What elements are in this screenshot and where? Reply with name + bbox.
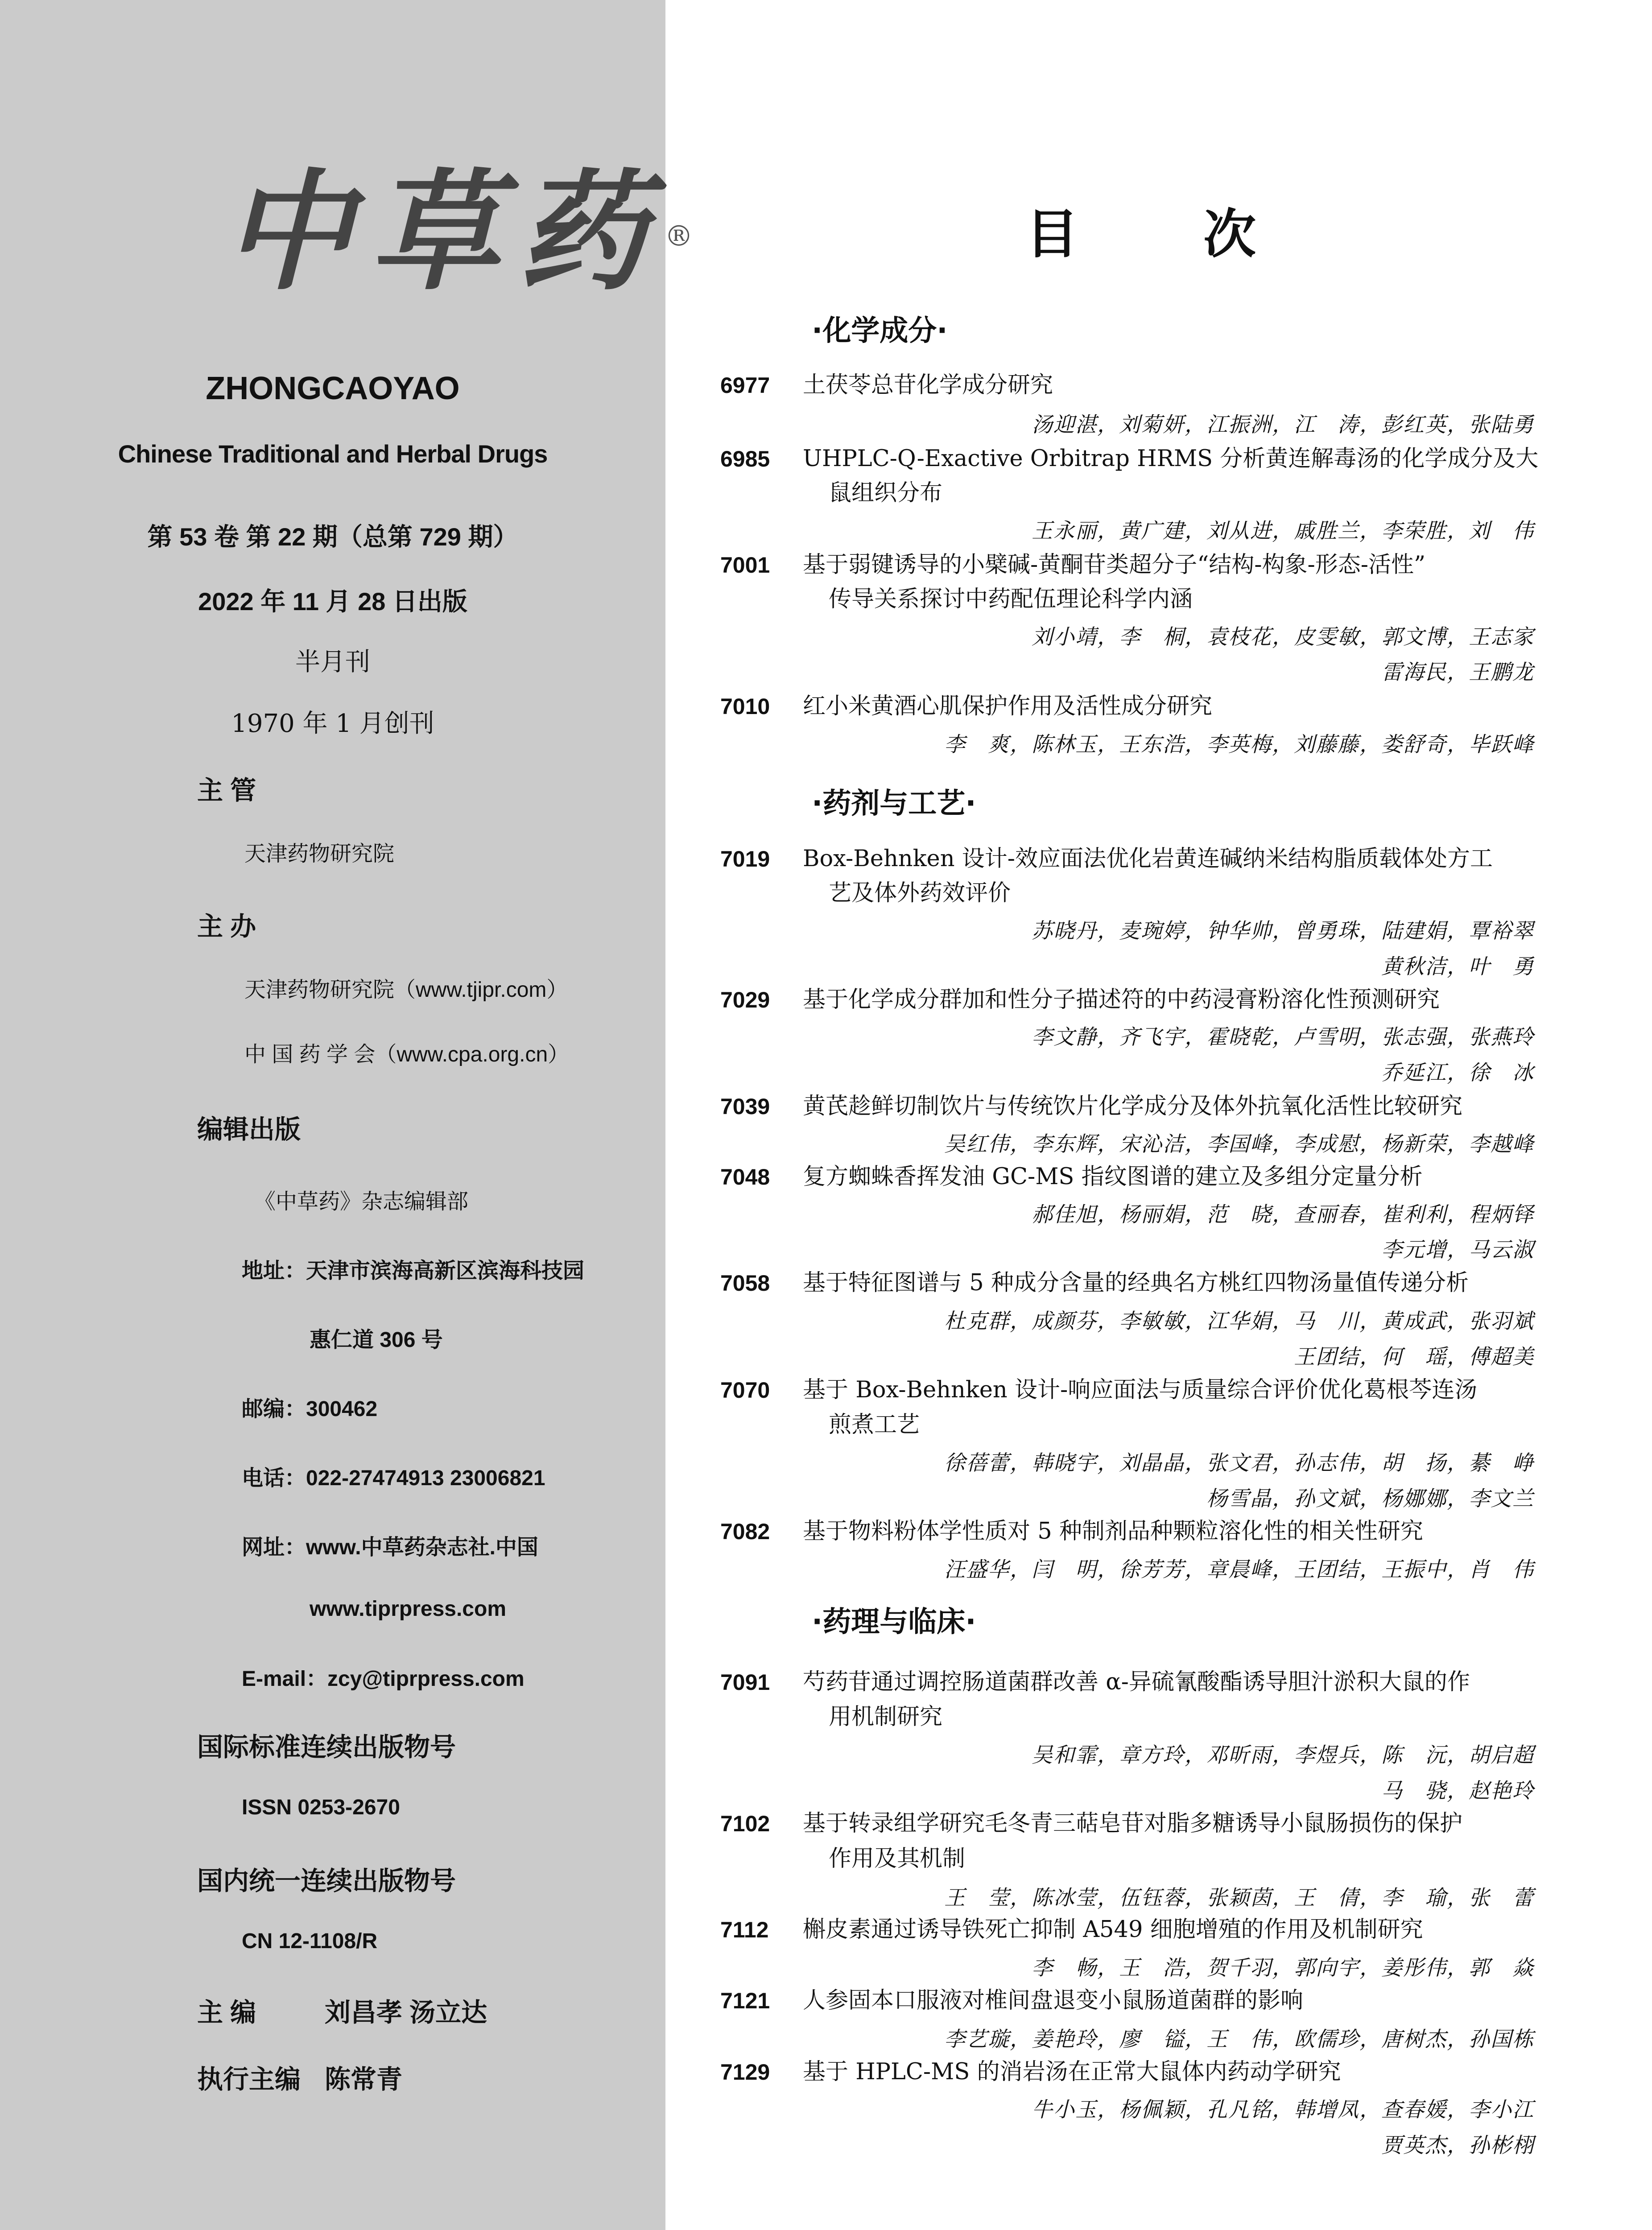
journal-latin-title: ZHONGCAOYAO (206, 371, 460, 406)
entry-page-number: 7112 (720, 1917, 769, 1942)
sponsor-label: 主 办 (197, 912, 256, 941)
entry-authors: 李文静，齐飞宇，霍晓乾，卢雪明，张志强，张燕玲 (1032, 1025, 1534, 1049)
website-1: 网址：www.中草药杂志社.中国 (242, 1536, 538, 1559)
entry-page-number: 6985 (720, 446, 770, 471)
entry-title[interactable]: 基于物料粉体学性质对 5 种制剂品种颗粒溶化性的相关性研究 (803, 1518, 1423, 1544)
entry-authors: 杨雪晶，孙文斌，杨娜娜，李文兰 (1206, 1487, 1534, 1511)
logo-text: 中草药 (223, 156, 665, 308)
entry-title-cont[interactable]: 用机制研究 (829, 1704, 943, 1730)
entry-title[interactable]: UHPLC-Q-Exactive Orbitrap HRMS 分析黄连解毒汤的化学成分及大 (803, 446, 1539, 472)
address-line2: 惠仁道 306 号 (310, 1328, 443, 1352)
exec-editor-value: 陈常青 (325, 2065, 403, 2094)
website-2: www.tiprpress.com (310, 1597, 506, 1621)
entry-title-cont[interactable]: 作用及其机制 (829, 1846, 966, 1872)
entry-authors: 李 爽，陈林玉，王东浩，李英梅，刘藤藤，娄舒奇，毕跃峰 (944, 732, 1534, 757)
section-pharmacology: ·药理与临床· (812, 1606, 976, 1639)
entry-page-number: 7129 (720, 2060, 770, 2085)
entry-title-cont[interactable]: 传导关系探讨中药配伍理论科学内涵 (829, 586, 1193, 612)
entry-title[interactable]: 基于 Box-Behnken 设计-响应面法与质量综合评价优化葛根芩连汤 (803, 1377, 1478, 1403)
section-chemistry: ·化学成分· (812, 314, 948, 347)
phone: 电话：022-27474913 23006821 (242, 1466, 545, 1490)
entry-authors: 王 莹，陈冰莹，伍钰蓉，张颖茵，王 倩，李 瑜，张 蕾 (944, 1886, 1534, 1910)
publish-date: 2022 年 11 月 28 日出版 (198, 587, 467, 615)
volume-issue: 第 53 卷 第 22 期（总第 729 期） (147, 523, 518, 551)
entry-title[interactable]: 复方蜘蛛香挥发油 GC-MS 指纹图谱的建立及多组分定量分析 (803, 1164, 1423, 1190)
chief-editor-label: 主 编 (197, 1998, 256, 2027)
toc-title-char-1: 目 (1026, 203, 1079, 265)
entry-authors: 黄秋洁，叶 勇 (1381, 954, 1534, 979)
toc-title-char-2: 次 (1203, 203, 1256, 265)
postcode: 邮编：300462 (242, 1397, 378, 1421)
entry-authors: 王团结，何 瑶，傅超美 (1294, 1345, 1534, 1369)
frequency: 半月刊 (295, 648, 370, 677)
sponsor-2: 中 国 药 学 会（www.cpa.org.cn） (244, 1043, 570, 1066)
entry-authors: 马 骁，赵艳玲 (1381, 1779, 1534, 1803)
entry-authors: 徐蓓蕾，韩晓宇，刘晶晶，张文君，孙志伟，胡 扬，綦 峥 (944, 1451, 1534, 1475)
entry-title[interactable]: 芍药苷通过调控肠道菌群改善 α-异硫氰酸酯诱导胆汁淤积大鼠的作 (803, 1669, 1470, 1695)
entry-authors: 吴和霏，章方玲，邓昕雨，李煜兵，陈 沅，胡启超 (1032, 1743, 1534, 1767)
entry-title[interactable]: 土茯苓总苷化学成分研究 (803, 372, 1053, 398)
entry-page-number: 7048 (720, 1165, 770, 1189)
journal-english-title: Chinese Traditional and Herbal Drugs (118, 440, 548, 468)
issn-value: ISSN 0253-2670 (242, 1796, 400, 1819)
entry-page-number: 7010 (720, 694, 770, 719)
email: E-mail：zcy@tiprpress.com (242, 1667, 525, 1691)
cn-label: 国内统一连续出版物号 (197, 1867, 456, 1896)
entry-page-number: 7070 (720, 1378, 770, 1403)
entry-page-number: 7082 (720, 1519, 770, 1544)
entry-title-cont[interactable]: 艺及体外药效评价 (829, 880, 1011, 906)
entry-authors: 乔延江，徐 冰 (1381, 1061, 1534, 1085)
entry-title[interactable]: 基于化学成分群加和性分子描述符的中药浸膏粉溶化性预测研究 (803, 987, 1440, 1013)
supervisor-value: 天津药物研究院 (244, 842, 395, 866)
entry-title[interactable]: 槲皮素通过诱导铁死亡抑制 A549 细胞增殖的作用及机制研究 (803, 1916, 1423, 1943)
entry-title[interactable]: 基于 HPLC-MS 的消岩汤在正常大鼠体内药动学研究 (803, 2059, 1341, 2085)
entry-authors: 汪盛华，闫 明，徐芳芳，章晨峰，王团结，王振中，肖 伟 (944, 1557, 1534, 1582)
entry-authors: 刘小靖，李 桐，袁枝花，皮雯敏，郭文博，王志家 (1032, 625, 1534, 649)
entry-title[interactable]: 基于转录组学研究毛冬青三萜皂苷对脂多糖诱导小鼠肠损伤的保护 (803, 1810, 1463, 1837)
toc-title (1026, 192, 1256, 268)
entry-title[interactable]: 黄芪趁鲜切制饮片与传统饮片化学成分及体外抗氧化活性比较研究 (803, 1093, 1463, 1119)
entry-authors: 雷海民，王鹏龙 (1381, 660, 1534, 685)
entry-authors: 王永丽，黄广建，刘从进，戚胜兰，李荣胜，刘 伟 (1032, 519, 1534, 543)
sponsor-1: 天津药物研究院（www.tjipr.com） (244, 978, 568, 1002)
entry-page-number: 7121 (720, 1988, 770, 2013)
address-line1: 地址：天津市滨海高新区滨海科技园 (242, 1259, 585, 1283)
entry-page-number: 7039 (720, 1094, 770, 1119)
entry-authors: 杜克群，成颜芬，李敏敏，江华娟，马 川，黄成武，张羽斌 (944, 1309, 1534, 1334)
founded-date: 1970 年 1 月创刊 (231, 709, 434, 738)
entry-authors: 李 畅，王 浩，贺千羽，郭向宇，姜彤伟，郭 焱 (1032, 1956, 1534, 1980)
entry-page-number: 7058 (720, 1271, 770, 1296)
supervisor-label: 主 管 (197, 776, 256, 805)
entry-authors: 吴红伟，李东辉，宋沁洁，李国峰，李成慰，杨新荣，李越峰 (944, 1132, 1534, 1156)
entry-page-number: 7029 (720, 987, 770, 1012)
entry-page-number: 7102 (720, 1811, 770, 1836)
section-pharmaceutics: ·药剂与工艺· (812, 787, 976, 820)
chief-editor-value: 刘昌孝 汤立达 (325, 1998, 487, 2027)
issn-label: 国际标准连续出版物号 (197, 1733, 456, 1762)
entry-title[interactable]: 基于弱键诱导的小檗碱-黄酮苷类超分子“结构-构象-形态-活性” (803, 552, 1426, 578)
entry-page-number: 7001 (720, 553, 770, 578)
registered-mark: ® (665, 220, 693, 253)
editor-label: 编辑出版 (197, 1115, 301, 1144)
entry-authors: 李元增，马云淑 (1381, 1238, 1534, 1262)
entry-title-cont[interactable]: 煎煮工艺 (829, 1412, 920, 1438)
entry-authors: 李艺璇，姜艳玲，廖 镒，王 伟，欧儒珍，唐树杰，孙国栋 (944, 2027, 1534, 2052)
entry-authors: 汤迎湛，刘菊妍，江振洲，江 涛，彭红英，张陆勇 (1032, 413, 1534, 437)
entry-authors: 郝佳旭，杨丽娟，范 晓，查丽春，崔利利，程炳铎 (1032, 1202, 1534, 1227)
sidebar (0, 0, 693, 2230)
cn-value: CN 12-1108/R (242, 1929, 378, 1953)
entry-title[interactable]: 人参固本口服液对椎间盘退变小鼠肠道菌群的影响 (803, 1987, 1304, 2014)
exec-editor-label: 执行主编 (197, 2065, 301, 2094)
entry-title[interactable]: 基于特征图谱与 5 种成分含量的经典名方桃红四物汤量值传递分析 (803, 1270, 1469, 1296)
entry-authors: 牛小玉，杨佩颖，孔凡铭，韩增凤，查春媛，李小江 (1032, 2098, 1534, 2122)
entry-authors: 贾英杰，孙彬栩 (1381, 2133, 1534, 2158)
entry-page-number: 7091 (720, 1670, 770, 1695)
journal-logo (223, 156, 693, 308)
entry-page-number: 6977 (720, 373, 770, 398)
editor-value: 《中草药》杂志编辑部 (254, 1190, 469, 1214)
entry-authors: 苏晓丹，麦琬婷，钟华帅，曾勇珠，陆建娟，覃裕翠 (1032, 919, 1534, 943)
entry-title[interactable]: 红小米黄酒心肌保护作用及活性成分研究 (803, 693, 1213, 719)
entry-page-number: 7019 (720, 847, 770, 871)
entry-title-cont[interactable]: 鼠组织分布 (829, 480, 943, 506)
entry-title[interactable]: Box-Behnken 设计-效应面法优化岩黄连碱纳米结构脂质载体处方工 (803, 846, 1493, 872)
